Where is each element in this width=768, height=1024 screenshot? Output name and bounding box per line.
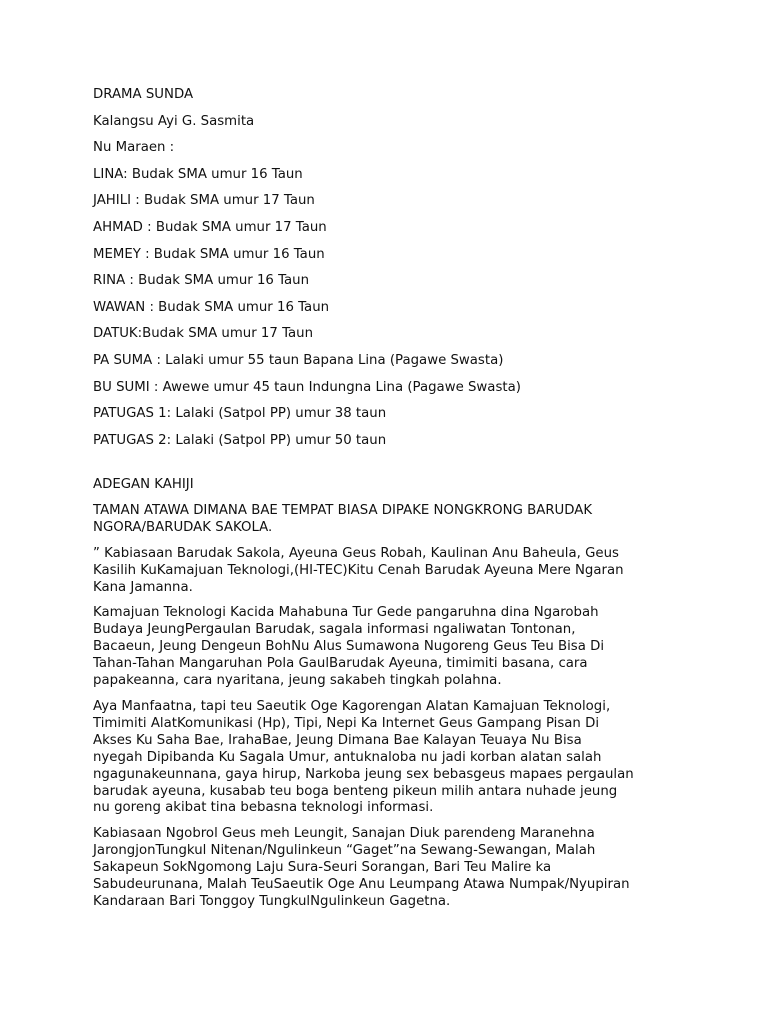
paragraph-line: Sakapeun SokNgomong Laju Sura-Seuri Sorangan, Bari Teu Malire ka	[93, 860, 552, 876]
cast-item: PATUGAS 2: Lalaki (Satpol PP) umur 50 taun	[93, 432, 387, 448]
cast-heading: Nu Maraen :	[93, 140, 175, 156]
paragraph-line: Budaya JeungPergaulan Barudak, sagala informasi ngaliwatan Tontonan,	[93, 622, 576, 638]
paragraph-line: Kandaraan Bari Tonggoy TungkulNgulinkeun Gagetna.	[93, 893, 451, 909]
paragraph-line: Kasilih KuKamajuan Teknologi,(HI-TEC)Kitu Cenah Barudak Ayeuna Mere Ngaran	[93, 562, 624, 578]
paragraph-line: Tahan-Tahan Mangaruhan Pola GaulBarudak Ayeuna, timimiti basana, cara	[93, 656, 588, 672]
document-title: DRAMA SUNDA	[93, 87, 194, 102]
paragraph-line: Timimiti AlatKomunikasi (Hp), Tipi, Nepi Ka Internet Geus Gampang Pisan Di	[93, 715, 600, 731]
cast-item: DATUK:Budak SMA umur 17 Taun	[93, 326, 313, 342]
paragraph	[93, 605, 683, 690]
cast-item: WAWAN : Budak SMA umur 16 Taun	[93, 299, 330, 315]
paragraph-line: Aya Manfaatna, tapi teu Saeutik Oge Kagorengan Alatan Kamajuan Teknologi,	[93, 698, 611, 714]
cast-list	[93, 166, 683, 449]
paragraph-line: ngagunakeunnana, gaya hirup, Narkoba jeung sex bebasgeus mapaes pergaulan	[93, 766, 634, 782]
cast-item: MEMEY : Budak SMA umur 16 Taun	[93, 246, 325, 262]
paragraph-line: Sabudeurunana, Malah TeuSaeutik Oge Anu Leumpang Atawa Numpak/Nyupiran	[93, 877, 630, 893]
paragraph-line: barudak ayeuna, kusabab teu boga benteng pikeun milih antara nuhade jeung	[93, 783, 618, 799]
paragraph-line: Kana Jamanna.	[93, 579, 193, 595]
cast-item: BU SUMI : Awewe umur 45 taun Indungna Lina (Pagawe Swasta)	[93, 379, 521, 395]
paragraph	[93, 546, 683, 597]
paragraph-setting	[93, 503, 683, 537]
paragraph	[93, 826, 683, 911]
cast-item: PA SUMA : Lalaki umur 55 taun Bapana Lina (Pagawe Swasta)	[93, 352, 504, 368]
cast-item: RINA : Budak SMA umur 16 Taun	[93, 273, 310, 289]
paragraph-line: Kamajuan Teknologi Kacida Mahabuna Tur Gede pangaruhna dina Ngarobah	[93, 605, 599, 621]
paragraph-line: papakeanna, cara nyaritana, jeung sakabeh tingkah polahna.	[93, 673, 502, 689]
paragraph-line: Bacaeun, Jeung Dengeun BohNu Alus Sumawona Nugoreng Geus Teu Bisa Di	[93, 639, 605, 655]
document-page	[93, 86, 683, 920]
scene-heading: ADEGAN KAHIJI	[93, 477, 194, 493]
author-line: Kalangsu Ayi G. Sasmita	[93, 113, 255, 129]
cast-item: PATUGAS 1: Lalaki (Satpol PP) umur 38 taun	[93, 406, 387, 422]
paragraph-line: JarongjonTungkul Nitenan/Ngulinkeun “Gaget”na Sewang-Sewangan, Malah	[93, 843, 596, 859]
paragraph-line: NGORA/BARUDAK SAKOLA.	[93, 519, 273, 535]
paragraph-line: Akses Ku Saha Bae, IrahaBae, Jeung Dimana Bae Kalayan Teuaya Nu Bisa	[93, 732, 582, 748]
cast-item: LINA: Budak SMA umur 16 Taun	[93, 166, 303, 182]
paragraph-line: TAMAN ATAWA DIMANA BAE TEMPAT BIASA DIPAKE NONGKRONG BARUDAK	[93, 502, 593, 518]
paragraph-line: nu goreng akibat tina bebasna teknologi informasi.	[93, 800, 434, 816]
paragraph	[93, 699, 683, 817]
spacer	[93, 458, 683, 476]
cast-item: JAHILI : Budak SMA umur 17 Taun	[93, 193, 315, 209]
paragraph-line: nyegah Dipibanda Ku Sagala Umur, antuknaloba nu jadi korban alatan salah	[93, 749, 602, 765]
cast-item: AHMAD : Budak SMA umur 17 Taun	[93, 219, 327, 235]
paragraph-line: Kabiasaan Ngobrol Geus meh Leungit, Sanajan Diuk parendeng Maranehna	[93, 826, 595, 842]
paragraph-line: ” Kabiasaan Barudak Sakola, Ayeuna Geus Robah, Kaulinan Anu Baheula, Geus	[93, 545, 619, 561]
